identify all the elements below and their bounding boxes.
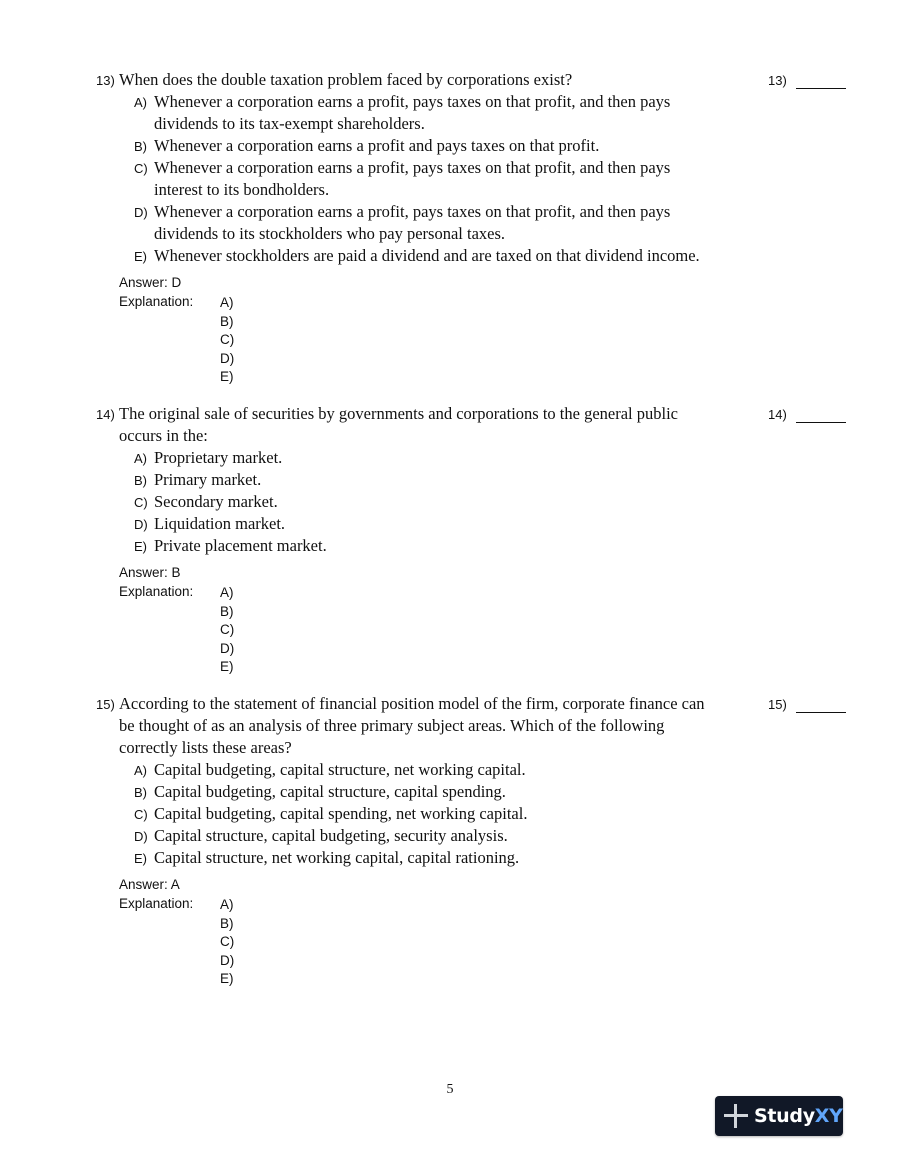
option-letter: E): [134, 851, 147, 866]
option-letter: A): [134, 95, 147, 110]
question-number: 14): [96, 407, 115, 422]
question-15: [96, 693, 856, 991]
option-text: Private placement market.: [154, 536, 327, 555]
option-e: [96, 847, 856, 869]
option-text: Proprietary market.: [154, 448, 283, 467]
option-text-continued: interest to its bondholders.: [154, 180, 330, 199]
option-d: [96, 825, 856, 847]
explanation-letter: B): [220, 915, 234, 931]
option-text: Capital budgeting, capital spending, net working capital.: [154, 804, 528, 823]
option-text: Whenever a corporation earns a profit, pays taxes on that profit, and then pays: [154, 202, 671, 221]
question-stem-text: be thought of as an analysis of three primary subject areas. Which of the following: [119, 716, 665, 735]
option-text: Capital budgeting, capital structure, net working capital.: [154, 760, 526, 779]
option-letter: C): [134, 807, 148, 822]
question-stem-line: [96, 403, 856, 425]
studyxy-logo: StudyXY: [754, 1105, 843, 1127]
explanation-letter: D): [220, 350, 235, 366]
plus-icon: [724, 1104, 748, 1128]
explanation-label: Explanation:: [119, 896, 194, 911]
explanation-list: [220, 584, 234, 677]
option-c: [96, 157, 856, 179]
explanation-list: [220, 896, 234, 989]
explanation-letter: B): [220, 603, 234, 619]
option-letter: D): [134, 517, 148, 532]
option-d: [96, 223, 856, 245]
explanation-label: Explanation:: [119, 584, 194, 599]
option-letter: C): [134, 161, 148, 176]
explanation-letter: A): [220, 897, 234, 912]
option-text: Capital structure, net working capital, capital rationing.: [154, 848, 520, 867]
option-text: Primary market.: [154, 470, 262, 489]
option-text: Capital budgeting, capital structure, capital spending.: [154, 782, 506, 801]
answer-row: [96, 875, 856, 894]
option-text-continued: dividends to its tax-exempt shareholders.: [154, 114, 425, 133]
answer-row: [96, 563, 856, 582]
question-number: 13): [96, 73, 115, 88]
answer-blank-line[interactable]: [796, 712, 846, 713]
option-a: [96, 113, 856, 135]
explanation-letter: E): [220, 971, 234, 987]
question-stem-text: The original sale of securities by governments and corporations to the general public: [119, 404, 678, 423]
option-letter: B): [134, 139, 147, 154]
answer-text: Answer: D: [119, 275, 182, 290]
option-text: Whenever a corporation earns a profit, pays taxes on that profit, and then pays: [154, 92, 671, 111]
answer-blank-line[interactable]: [796, 422, 846, 423]
explanation-letter: C): [220, 622, 235, 638]
option-letter: B): [134, 785, 147, 800]
option-a: [96, 91, 856, 113]
explanation-block: [96, 894, 856, 991]
explanation-letter: C): [220, 332, 235, 348]
option-e: [96, 245, 856, 267]
page-number: 5: [446, 1082, 454, 1097]
explanation-block: [96, 582, 856, 679]
answer-text: Answer: B: [119, 565, 181, 580]
option-letter: D): [134, 205, 148, 220]
explanation-letter: E): [220, 369, 234, 385]
option-a: [96, 447, 856, 469]
option-e: [96, 535, 856, 557]
studyxy-badge[interactable]: [715, 1096, 843, 1136]
option-letter: A): [134, 451, 147, 466]
explanation-letter: D): [220, 952, 235, 968]
option-letter: A): [134, 763, 147, 778]
question-13: [96, 69, 856, 389]
option-d: [96, 201, 856, 223]
question-stem-line: [96, 737, 856, 759]
question-14: [96, 403, 856, 679]
option-a: [96, 759, 856, 781]
explanation-letter: C): [220, 934, 235, 950]
option-d: [96, 513, 856, 535]
explanation-letter: D): [220, 640, 235, 656]
option-letter: D): [134, 829, 148, 844]
explanation-label: Explanation:: [119, 294, 194, 309]
question-stem-line: [96, 693, 856, 715]
answer-blank-number: 13): [768, 73, 787, 88]
answer-row: [96, 273, 856, 292]
answer-text: Answer: A: [119, 877, 180, 892]
question-stem-line: [96, 425, 856, 447]
option-text: Whenever a corporation earns a profit, pays taxes on that profit, and then pays: [154, 158, 671, 177]
option-letter: B): [134, 473, 147, 488]
answer-blank-number: 15): [768, 697, 787, 712]
explanation-letter: E): [220, 659, 234, 675]
option-c: [96, 179, 856, 201]
option-b: [96, 781, 856, 803]
question-stem-line: [96, 715, 856, 737]
option-b: [96, 469, 856, 491]
question-stem-text: correctly lists these areas?: [119, 738, 292, 757]
option-letter: E): [134, 539, 147, 554]
question-stem-text: occurs in the:: [119, 426, 208, 445]
explanation-block: [96, 292, 856, 389]
question-stem-line: [96, 69, 856, 91]
question-stem-text: According to the statement of financial position model of the firm, corporate finance can: [119, 694, 705, 713]
answer-blank-line[interactable]: [796, 88, 846, 89]
option-text: Whenever stockholders are paid a dividend and are taxed on that dividend income.: [154, 246, 700, 265]
option-text: Secondary market.: [154, 492, 278, 511]
option-c: [96, 803, 856, 825]
explanation-letter: A): [220, 585, 234, 600]
option-letter: E): [134, 249, 147, 264]
question-number: 15): [96, 697, 115, 712]
option-letter: C): [134, 495, 148, 510]
option-b: [96, 135, 856, 157]
explanation-letter: A): [220, 295, 234, 310]
answer-blank-number: 14): [768, 407, 787, 422]
option-c: [96, 491, 856, 513]
option-text-continued: dividends to its stockholders who pay personal taxes.: [154, 224, 506, 243]
question-stem-text: When does the double taxation problem faced by corporations exist?: [119, 70, 573, 89]
option-text: Whenever a corporation earns a profit and pays taxes on that profit.: [154, 136, 600, 155]
explanation-letter: B): [220, 313, 234, 329]
option-text: Capital structure, capital budgeting, security analysis.: [154, 826, 508, 845]
option-text: Liquidation market.: [154, 514, 286, 533]
explanation-list: [220, 294, 234, 387]
